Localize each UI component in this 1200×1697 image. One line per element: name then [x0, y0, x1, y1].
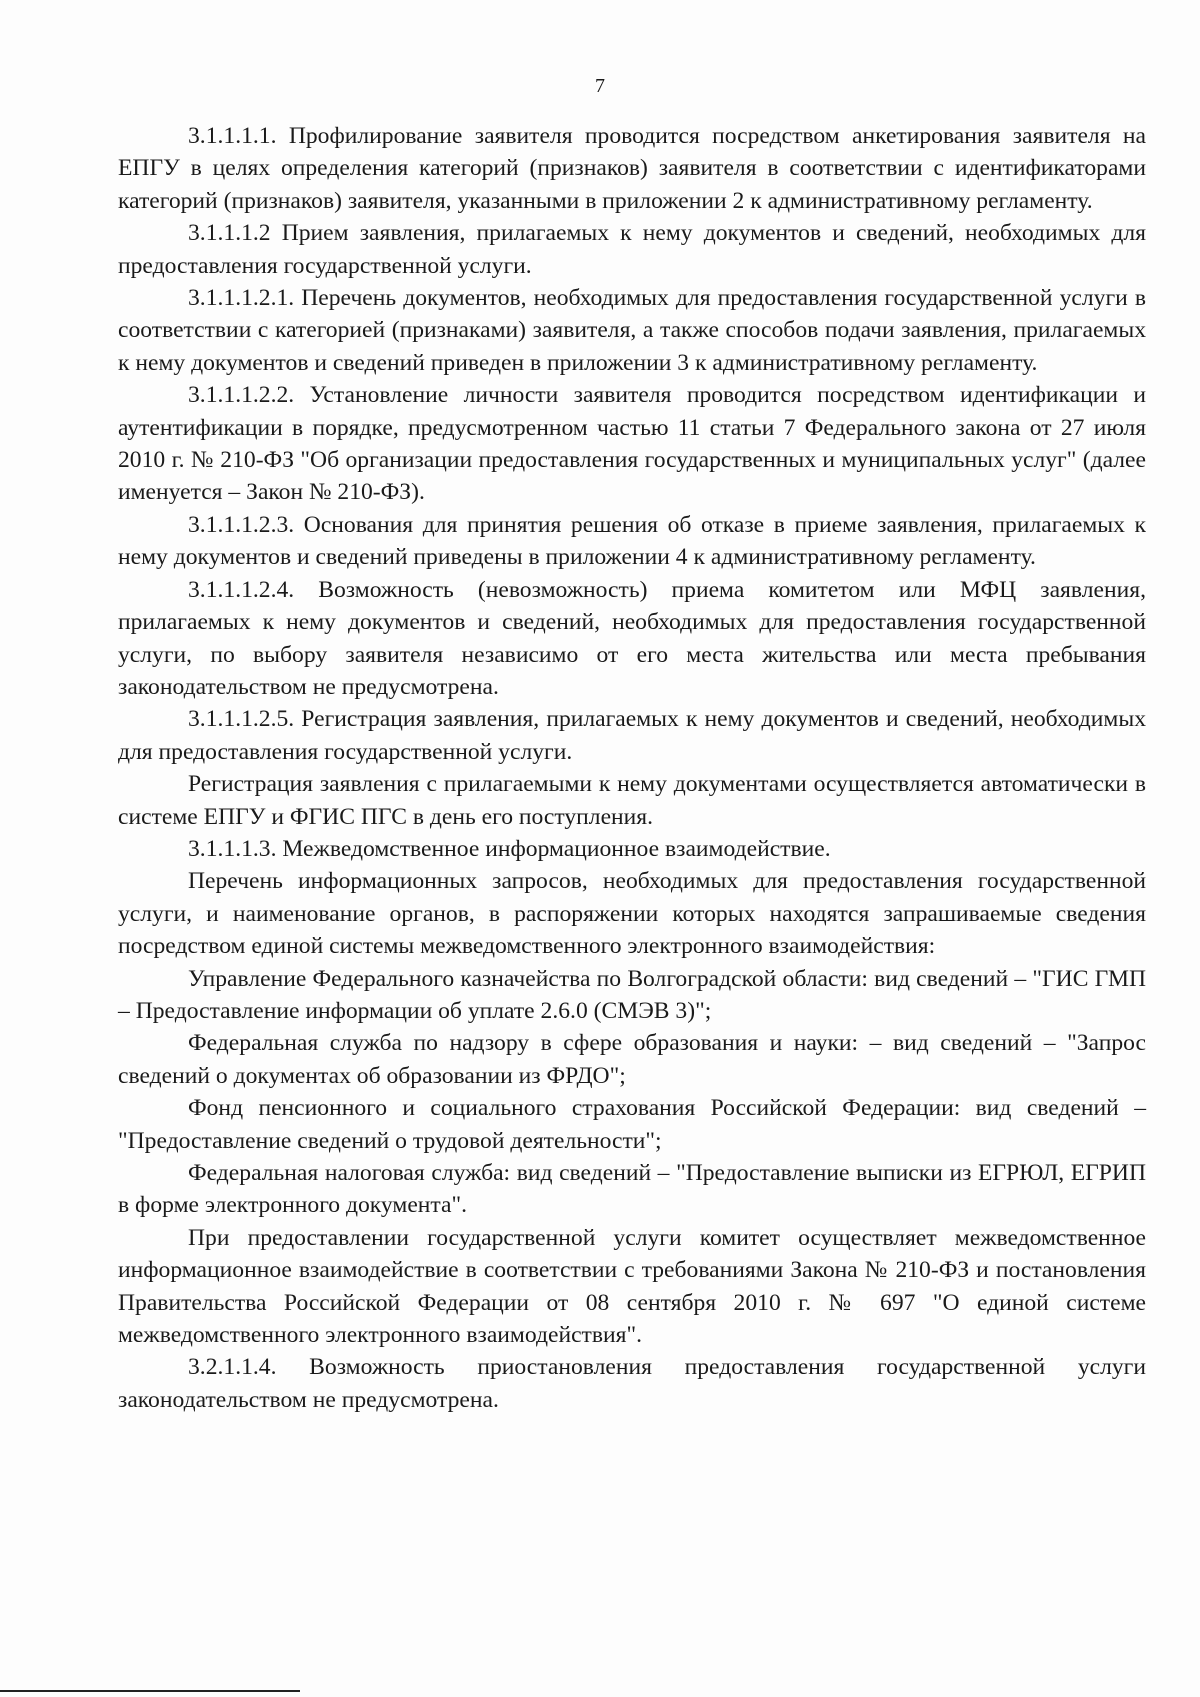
paragraph-education-service: Федеральная служба по надзору в сфере образования и науки: – вид сведений – "Запрос сведений о документах об образовании из ФРДО";	[118, 1030, 1146, 1089]
paragraph-3-1-1-1-2-1: 3.1.1.1.2.1. Перечень документов, необходимых для предоставления государственной услуги в соответствии с категорией (признаками) заявителя, а также способов подачи заявления, прилагаемых к нему документов и сведений приведен в приложении 3 к административному регламенту.	[118, 285, 1146, 376]
paragraph-tax-service: Федеральная налоговая служба: вид сведений – "Предоставление выписки из ЕГРЮЛ, ЕГРИП в форме электронного документа".	[118, 1160, 1146, 1219]
paragraph-3-1-1-1-2-4: 3.1.1.1.2.4. Возможность (невозможность) приема комитетом или МФЦ заявления, прилагаемых к нему документов и сведений, необходимых для предоставления государственной услуги, по выбору заявителя независимо от его места жительства или места пребывания законодательством не предусмотрена.	[118, 576, 1146, 700]
page-number: 7	[595, 75, 605, 97]
paragraph-3-1-1-1-2-3: 3.1.1.1.2.3. Основания для принятия решения об отказе в приеме заявления, прилагаемых к нему документов и сведений приведены в приложении 4 к административному регламенту.	[118, 511, 1146, 571]
paragraph-treasury: Управление Федерального казначейства по Волгоградской области: вид сведений – "ГИС ГМП – Предоставление информации об уплате 2.6.0 (СМЭВ 3)";	[118, 965, 1146, 1024]
paragraph-3-1-1-1-2-5: 3.1.1.1.2.5. Регистрация заявления, прилагаемых к нему документов и сведений, необходимых для предоставления государственной услуги.	[118, 706, 1146, 765]
paragraph-pension-fund: Фонд пенсионного и социального страхования Российской Федерации: вид сведений – "Предоставление сведений о трудовой деятельности";	[118, 1095, 1146, 1154]
footer-divider	[0, 1690, 300, 1692]
paragraph-3-1-1-1-2-2: 3.1.1.1.2.2. Установление личности заявителя проводится посредством идентификации и аутентификации в порядке, предусмотренном частью 11 статьи 7 Федерального закона от 27 июля 2010 г. № 210-ФЗ "Об организации предоставления государственных и муниципальных услуг" (далее именуется – Закон № 210-ФЗ).	[118, 382, 1146, 506]
paragraph-3-1-1-1-1: 3.1.1.1.1. Профилирование заявителя проводится посредством анкетирования заявителя на ЕПГУ в целях определения категорий (признаков) заявителя в соответствии с идентификаторами категорий (признаков) заявителя, указанными в приложении 2 к административному регламенту.	[118, 123, 1146, 214]
paragraph-interagency: При предоставлении государственной услуги комитет осуществляет межведомственное информационное взаимодействие в соответствии с требованиями Закона № 210-ФЗ и постановления Правительства Российской Федерации от 08 сентября 2010 г. № 697 "О единой системе межведомственного электронного взаимодействия".	[118, 1224, 1146, 1349]
paragraph-3-2-1-1-4: 3.2.1.1.4. Возможность приостановления предоставления государственной услуги законодательством не предусмотрена.	[118, 1354, 1146, 1413]
paragraph-3-1-1-1-2: 3.1.1.1.2 Прием заявления, прилагаемых к нему документов и сведений, необходимых для предоставления государственной услуги.	[118, 220, 1146, 279]
paragraph-requests-list: Перечень информационных запросов, необходимых для предоставления государственной услуги, и наименование органов, в распоряжении которых находятся запрашиваемые сведения посредством единой системы межведомственного электронного взаимодействия:	[118, 868, 1146, 960]
paragraph-registration: Регистрация заявления с прилагаемыми к нему документами осуществляется автоматически в системе ЕПГУ и ФГИС ПГС в день его поступления.	[118, 771, 1146, 830]
document-body	[118, 120, 1146, 1416]
paragraph-3-1-1-1-3: 3.1.1.1.3. Межведомственное информационное взаимодействие.	[188, 835, 831, 862]
